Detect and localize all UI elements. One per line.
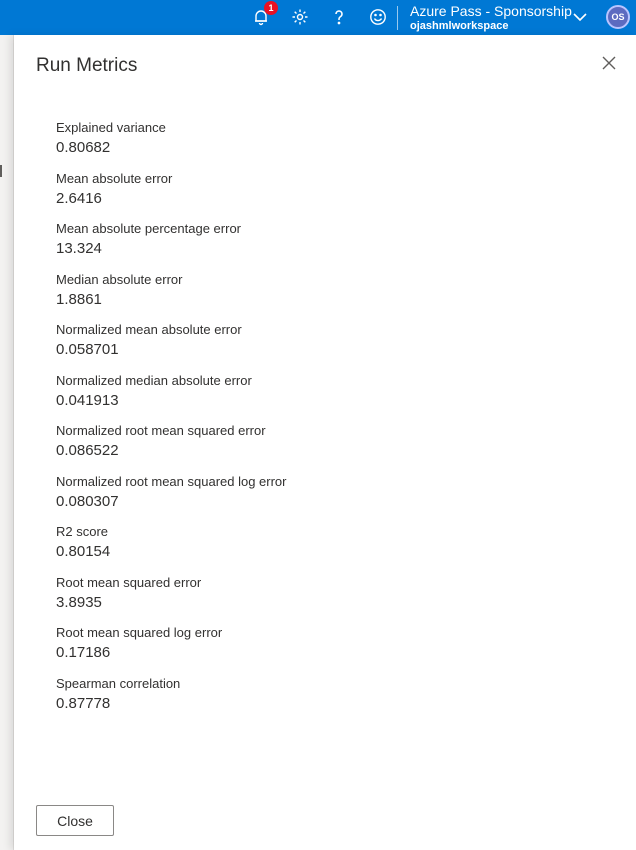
metric-item <box>56 373 556 424</box>
background-marker <box>0 165 2 177</box>
metric-item <box>56 423 556 474</box>
metric-item <box>56 272 556 323</box>
metric-label: Normalized root mean squared error <box>56 423 266 438</box>
metric-label: Mean absolute percentage error <box>56 221 242 236</box>
metric-label: Normalized mean absolute error <box>56 322 242 337</box>
metric-value: 0.87778 <box>56 694 111 712</box>
run-metrics-panel <box>14 35 636 850</box>
workspace-name: ojashmlworkspace <box>410 20 509 32</box>
metric-value: 0.058701 <box>56 341 119 358</box>
account-name: Azure Pass - Sponsorship <box>410 3 572 19</box>
smiley-icon <box>369 8 387 26</box>
top-bar <box>0 0 636 35</box>
metric-item <box>56 120 556 171</box>
account-switcher[interactable] <box>410 2 570 34</box>
metric-value: 0.041913 <box>56 391 119 409</box>
help-icon <box>330 8 348 26</box>
close-button[interactable]: Close <box>36 805 114 836</box>
metrics-list <box>56 120 556 726</box>
metric-value: 1.8861 <box>56 290 102 308</box>
close-icon[interactable] <box>600 54 618 72</box>
panel-title: Run Metrics <box>36 55 138 76</box>
help-button[interactable] <box>326 4 352 30</box>
metric-value: 0.086522 <box>56 442 119 459</box>
metric-item <box>56 474 556 525</box>
metric-label: Root mean squared error <box>56 574 202 590</box>
metric-label: Explained variance <box>56 120 166 135</box>
metric-item <box>56 676 556 727</box>
feedback-button[interactable] <box>365 4 391 30</box>
topbar-divider <box>397 6 398 30</box>
background-page <box>0 35 14 850</box>
settings-button[interactable] <box>287 4 313 30</box>
metric-label: Normalized median absolute error <box>56 372 252 388</box>
metric-item <box>56 625 556 676</box>
gear-icon <box>291 8 309 26</box>
metric-item <box>56 524 556 575</box>
metric-value: 2.6416 <box>56 189 102 207</box>
metric-label: Root mean squared log error <box>56 625 223 640</box>
metric-value: 0.17186 <box>56 644 111 661</box>
metric-label: Spearman correlation <box>56 675 181 691</box>
metric-value: 0.80154 <box>56 543 111 560</box>
notification-badge: 1 <box>264 1 278 15</box>
metric-value: 13.324 <box>56 240 102 257</box>
metric-item <box>56 575 556 626</box>
metric-value: 0.80682 <box>56 139 111 156</box>
metric-value: 3.8935 <box>56 593 102 611</box>
metric-item <box>56 322 556 373</box>
metric-value: 0.080307 <box>56 492 119 510</box>
metric-item <box>56 221 556 272</box>
metric-label: Median absolute error <box>56 271 183 287</box>
avatar[interactable]: OS <box>606 5 630 29</box>
chevron-down-icon[interactable] <box>572 9 588 25</box>
metric-label: Normalized root mean squared log error <box>56 473 287 489</box>
metric-label: R2 score <box>56 524 109 539</box>
metric-label: Mean absolute error <box>56 170 173 186</box>
metric-item <box>56 171 556 222</box>
